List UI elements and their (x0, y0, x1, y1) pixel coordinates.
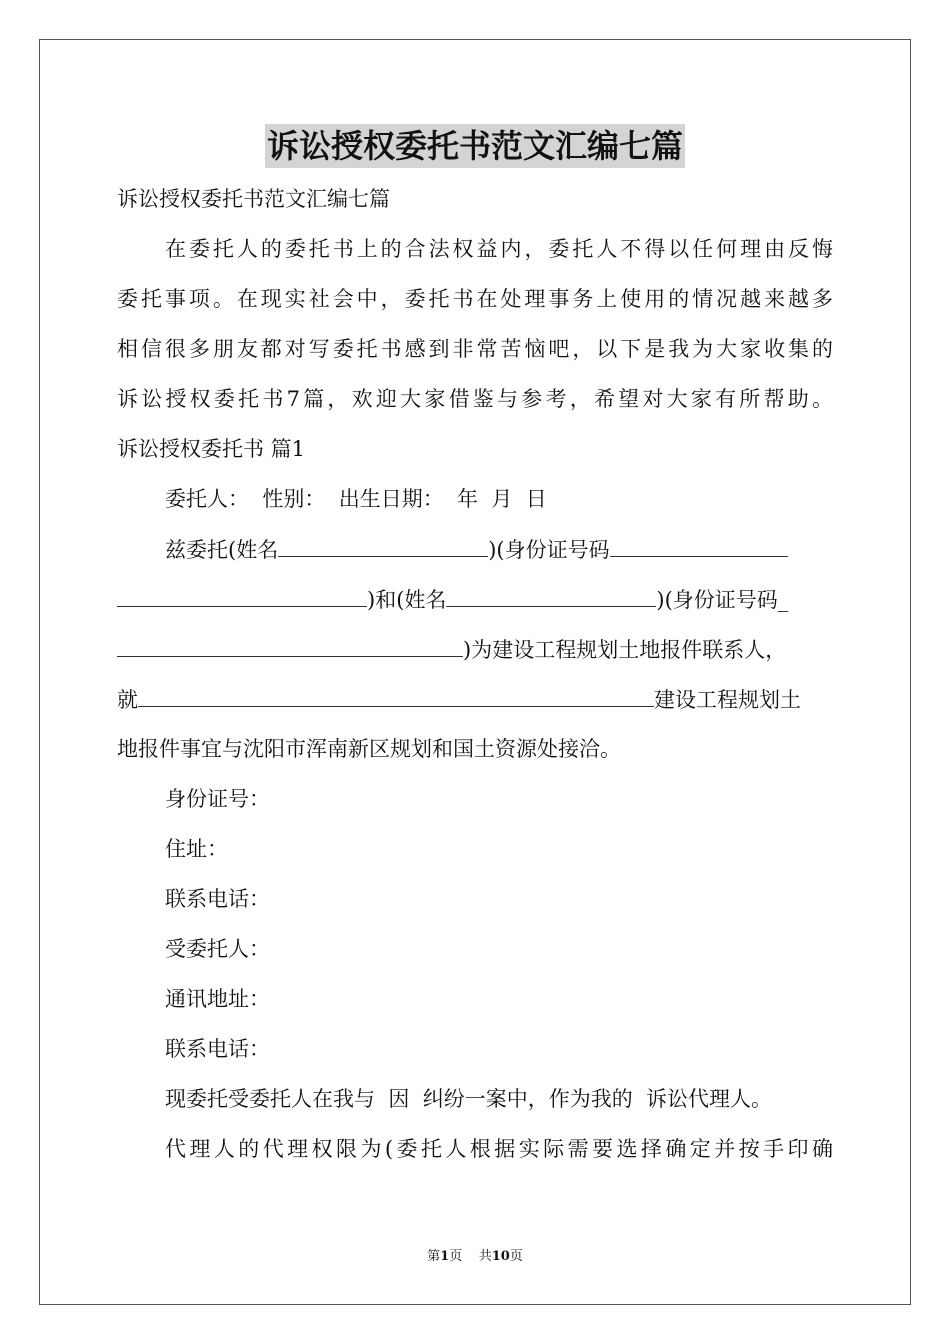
id-number-blank (117, 584, 367, 607)
intro-line-4: 诉讼授权委托书7篇，欢迎大家借鉴与参考，希望对大家有所帮助。 (117, 387, 833, 411)
section-heading: 诉讼授权委托书 篇1 (117, 437, 306, 461)
page-footer (0, 1248, 950, 1266)
name-blank (278, 534, 488, 557)
entrust-line-4 (117, 684, 833, 714)
field-mail-address: 通讯地址： (165, 987, 270, 1011)
footer-page-number: 1 (440, 1249, 450, 1264)
intro-line-2: 委托事项。在现实社会中，委托书在处理事务上使用的情况越来越多 (117, 287, 833, 311)
entrust-line-5: 地报件事宜与沈阳市浑南新区规划和国土资源处接洽。 (117, 737, 621, 761)
name-blank (446, 584, 656, 607)
entrust-text: 兹委托(姓名 (165, 538, 279, 562)
document-title: 诉讼授权委托书范文汇编七篇 (265, 124, 685, 168)
field-agent: 受委托人： (165, 937, 270, 961)
intro-line-1: 在委托人的委托书上的合法权益内，委托人不得以任何理由反悔 (165, 237, 833, 261)
intro-line-3: 相信很多朋友都对写委托书感到非常苦恼吧，以下是我为大家收集的 (117, 337, 833, 361)
principal-line: 委托人： 性别： 出生日期： 年 月 日 (165, 487, 547, 511)
entrust-line-1 (117, 534, 833, 564)
field-id-number: 身份证号： (165, 787, 270, 811)
authority-line: 代理人的代理权限为(委托人根据实际需要选择确定并按手印确 (165, 1137, 833, 1161)
footer-prefix: 第 (427, 1249, 441, 1264)
entrust-text: )(身份证号码 (488, 538, 610, 562)
matter-blank (138, 684, 654, 707)
footer-mid: 页 共 (449, 1249, 492, 1264)
entrust-line-2 (117, 584, 833, 614)
entrust-text: )(身份证号码_ (656, 588, 789, 612)
mandate-line: 现委托受委托人在我与 因 纠纷一案中，作为我的 诉讼代理人。 (165, 1087, 773, 1111)
entrust-line-3 (117, 634, 833, 664)
document-title-wrap (0, 124, 950, 172)
field-address: 住址： (165, 837, 228, 861)
entrust-text: )为建设工程规划土地报件联系人， (463, 638, 787, 662)
entrust-text: 就 (117, 688, 138, 712)
field-phone: 联系电话： (165, 887, 270, 911)
entrust-text: )和(姓名 (367, 588, 447, 612)
subtitle: 诉讼授权委托书范文汇编七篇 (117, 187, 390, 211)
page-border (39, 39, 911, 1305)
field-agent-phone: 联系电话： (165, 1037, 270, 1061)
footer-total-pages: 10 (491, 1249, 510, 1264)
id-number-blank (610, 534, 788, 557)
id-number-blank (117, 634, 463, 657)
entrust-text: 建设工程规划土 (654, 688, 801, 712)
footer-suffix: 页 (509, 1249, 523, 1264)
